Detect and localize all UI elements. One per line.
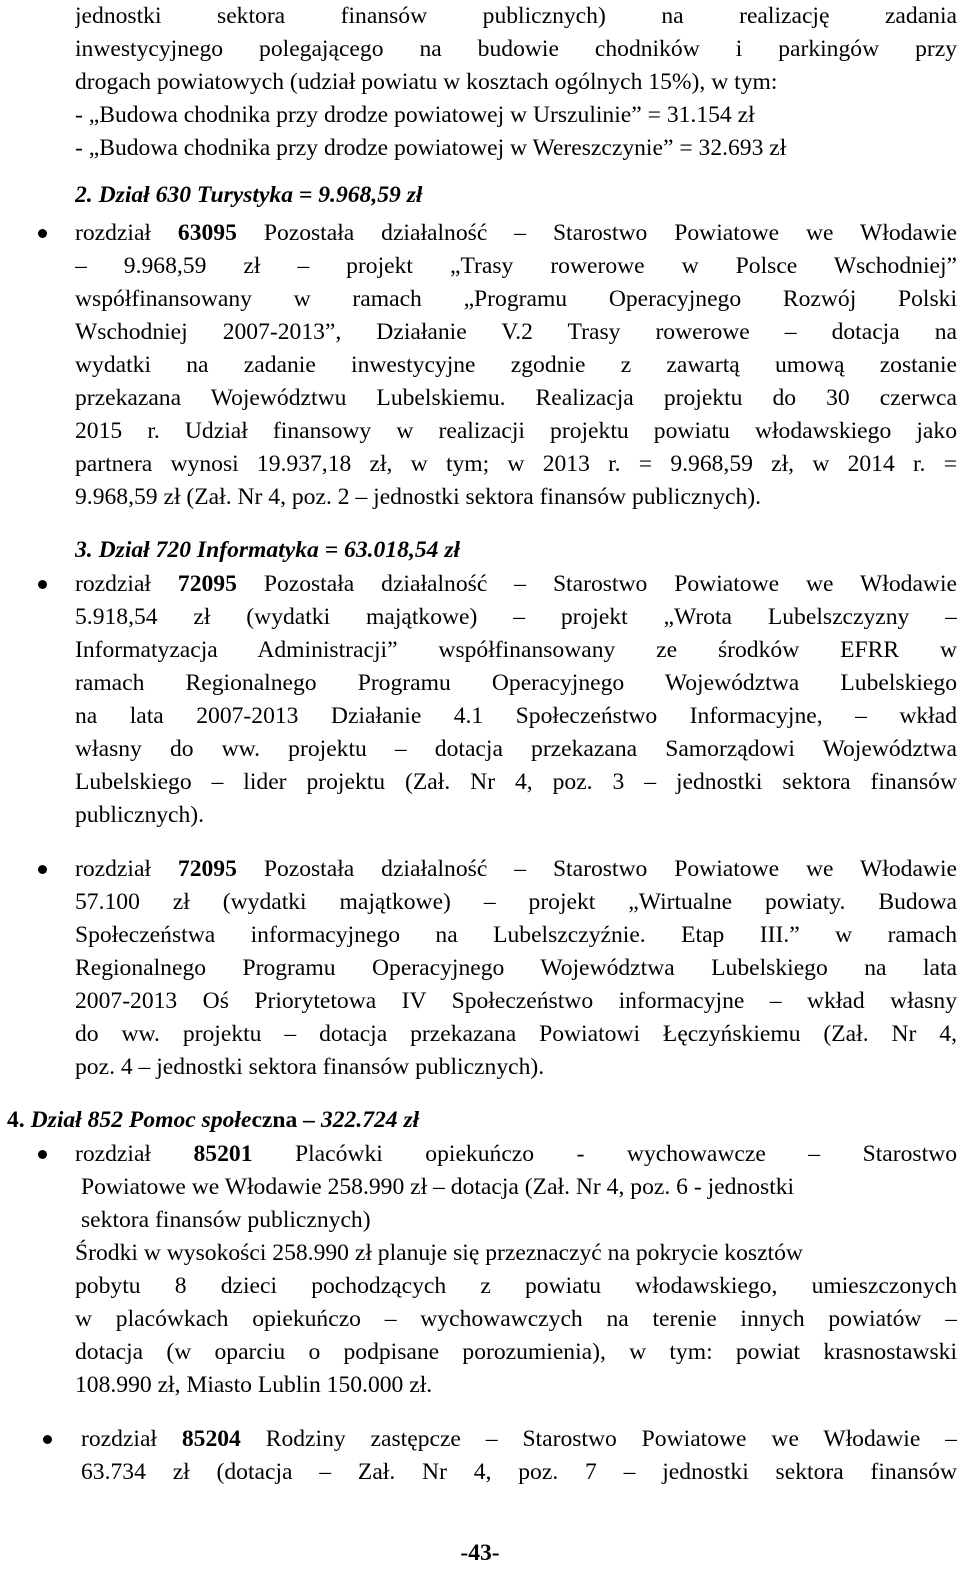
bullet-icon xyxy=(43,1435,52,1444)
text-run: rozdział xyxy=(75,571,178,597)
text-run: Lubelskiego – lider projektu (Zał. Nr 4, poz. 3 – jednostki sektora finansów xyxy=(75,769,957,795)
text-run: rozdział xyxy=(75,220,178,246)
text-line xyxy=(75,0,957,33)
text-line xyxy=(75,481,957,514)
text-run: publicznych). xyxy=(75,802,205,828)
text-run: 2007-2013 Oś Priorytetowa IV Społeczeństwo informacyjne – wkład własny xyxy=(75,988,957,1014)
text-run: Powiatowe we Włodawie 258.990 zł – dotacja (Zał. Nr 4, poz. 6 - jednostki xyxy=(81,1174,795,1200)
text-run: przekazana Województwu Lubelskiemu. Realizacja projektu do 30 czerwca xyxy=(75,385,957,411)
text-line xyxy=(75,33,957,66)
text-run: - „Budowa chodnika przy drodze powiatowej w Wereszczynie” = 32.693 zł xyxy=(75,135,787,161)
text-line xyxy=(75,1051,957,1084)
text-run: 2015 r. Udział finansowy w realizacji projektu powiatu włodawskiego jako xyxy=(75,418,957,444)
text-run: rozdział xyxy=(75,856,178,882)
section-heading-run: 2. Dział 630 Turystyka = 9.968,59 zł xyxy=(75,182,423,208)
text-line xyxy=(75,1018,957,1051)
text-run: Placówki opiekuńczo - wychowawcze – Starostwo xyxy=(252,1141,957,1167)
text-run: poz. 4 – jednostki sektora finansów publicznych). xyxy=(75,1054,545,1080)
text-run: do ww. projektu – dotacja przekazana Powiatowi Łęczyńskiemu (Zał. Nr 4, xyxy=(75,1021,957,1047)
text-run: współfinansowany w ramach „Programu Operacyjnego Rozwój Polski xyxy=(75,286,957,312)
text-line xyxy=(81,1171,957,1204)
text-line xyxy=(75,766,957,799)
text-line xyxy=(75,700,957,733)
text-line xyxy=(75,66,957,99)
text-line xyxy=(75,886,957,919)
text-line xyxy=(75,1369,957,1402)
text-run: rozdział xyxy=(81,1426,182,1452)
text-run: Pozostała działalność – Starostwo Powiatowe we Włodawie xyxy=(236,220,957,246)
text-run: drogach powiatowych (udział powiatu w kosztach ogólnych 15%), w tym: xyxy=(75,69,778,95)
text-run: Regionalnego Programu Operacyjnego Województwa Lubelskiego na lata xyxy=(75,955,957,981)
text-run: sektora finansów publicznych) xyxy=(81,1207,371,1233)
bold-text-run: 72095 xyxy=(177,856,237,882)
text-line xyxy=(75,132,957,165)
page-number: -43- xyxy=(460,1540,500,1566)
text-line xyxy=(75,667,957,700)
text-run: w placówkach opiekuńczo – wychowawczych na terenie innych powiatów – xyxy=(75,1306,957,1332)
bullet-icon xyxy=(38,1150,47,1159)
text-run: na lata 2007-2013 Działanie 4.1 Społeczeństwo Informacyjne, – wkład xyxy=(75,703,957,729)
text-run: – 9.968,59 zł – projekt „Trasy rowerowe w Polsce Wschodniej” xyxy=(75,253,957,279)
bullet-icon xyxy=(38,229,47,238)
text-run: Wschodniej 2007-2013”, Działanie V.2 Trasy rowerowe – dotacja na xyxy=(75,319,957,345)
text-run: 5.918,54 zł (wydatki majątkowe) – projekt „Wrota Lubelszczyzny – xyxy=(75,604,957,630)
section-heading-run: – 322.724 zł xyxy=(297,1107,420,1133)
text-run: dotacja (w oparciu o podpisane porozumienia), w tym: powiat krasnostawski xyxy=(75,1339,957,1365)
text-line xyxy=(75,733,957,766)
text-line xyxy=(75,250,957,283)
text-run: 63.734 zł (dotacja – Zał. Nr 4, poz. 7 – jednostki sektora finansów xyxy=(81,1459,957,1485)
text-line xyxy=(75,382,957,415)
text-line xyxy=(75,1237,957,1270)
bold-text-run: 4. xyxy=(7,1107,31,1133)
text-line xyxy=(75,415,957,448)
text-line xyxy=(81,1456,957,1489)
text-run: rozdział xyxy=(75,1141,194,1167)
text-run: inwestycyjnego polegającego na budowie chodników i parkingów przy xyxy=(75,36,957,62)
section-heading-run: 3. Dział 720 Informatyka = 63.018,54 zł xyxy=(75,537,461,563)
text-line xyxy=(75,448,957,481)
text-run: Społeczeństwa informacyjnego na Lubelszczyźnie. Etap III.” w ramach xyxy=(75,922,957,948)
text-run: wydatki na zadanie inwestycyjne zgodnie z zawartą umową zostanie xyxy=(75,352,957,378)
text-run: - „Budowa chodnika przy drodze powiatowej w Urszulinie” = 31.154 zł xyxy=(75,102,755,128)
text-line xyxy=(75,601,957,634)
text-run: własny do ww. projektu – dotacja przekazana Samorządowi Województwa xyxy=(75,736,957,762)
bullet-icon xyxy=(38,865,47,874)
section-heading-run: Dział 852 Pomoc społe xyxy=(30,1107,252,1133)
text-run: ramach Regionalnego Programu Operacyjnego Województwa Lubelskiego xyxy=(75,670,957,696)
text-line xyxy=(75,919,957,952)
text-run: Środki w wysokości 258.990 zł planuje się przeznaczyć na pokrycie kosztów xyxy=(75,1240,803,1266)
text-run: partnera wynosi 19.937,18 zł, w tym; w 2013 r. = 9.968,59 zł, w 2014 r. = xyxy=(75,451,957,477)
text-run: Pozostała działalność – Starostwo Powiatowe we Włodawie xyxy=(236,856,957,882)
text-line xyxy=(75,99,957,132)
text-line xyxy=(75,799,957,832)
text-line xyxy=(7,1104,957,1137)
text-line xyxy=(75,1336,957,1369)
text-line xyxy=(75,634,957,667)
bold-text-run: 63095 xyxy=(177,220,237,246)
bold-text-run: 85201 xyxy=(193,1141,253,1167)
text-line xyxy=(75,1270,957,1303)
bullet-icon xyxy=(38,580,47,589)
text-line xyxy=(81,1423,957,1456)
bold-text-run: czna xyxy=(251,1107,298,1133)
text-run: Rodziny zastępcze – Starostwo Powiatowe we Włodawie – xyxy=(240,1426,957,1452)
text-run: Informatyzacja Administracji” współfinansowany ze środków EFRR w xyxy=(75,637,957,663)
text-line xyxy=(75,1303,957,1336)
text-line xyxy=(75,985,957,1018)
text-line xyxy=(75,1138,957,1171)
text-line xyxy=(75,349,957,382)
bold-text-run: 85204 xyxy=(181,1426,241,1452)
text-line xyxy=(75,316,957,349)
text-line xyxy=(75,283,957,316)
text-run: jednostki sektora finansów publicznych) na realizację zadania xyxy=(75,3,957,29)
text-run: 57.100 zł (wydatki majątkowe) – projekt „Wirtualne powiaty. Budowa xyxy=(75,889,957,915)
text-line xyxy=(75,952,957,985)
text-line xyxy=(75,853,957,886)
text-line xyxy=(75,568,957,601)
text-run: 108.990 zł, Miasto Lublin 150.000 zł. xyxy=(75,1372,433,1398)
text-run: pobytu 8 dzieci pochodzących z powiatu włodawskiego, umieszczonych xyxy=(75,1273,957,1299)
text-line xyxy=(75,217,957,250)
text-run: 9.968,59 zł (Zał. Nr 4, poz. 2 – jednostki sektora finansów publicznych). xyxy=(75,484,762,510)
text-line xyxy=(75,179,957,212)
bold-text-run: 72095 xyxy=(177,571,237,597)
text-line xyxy=(81,1204,957,1237)
text-run: Pozostała działalność – Starostwo Powiatowe we Włodawie xyxy=(236,571,957,597)
text-line xyxy=(75,534,957,567)
